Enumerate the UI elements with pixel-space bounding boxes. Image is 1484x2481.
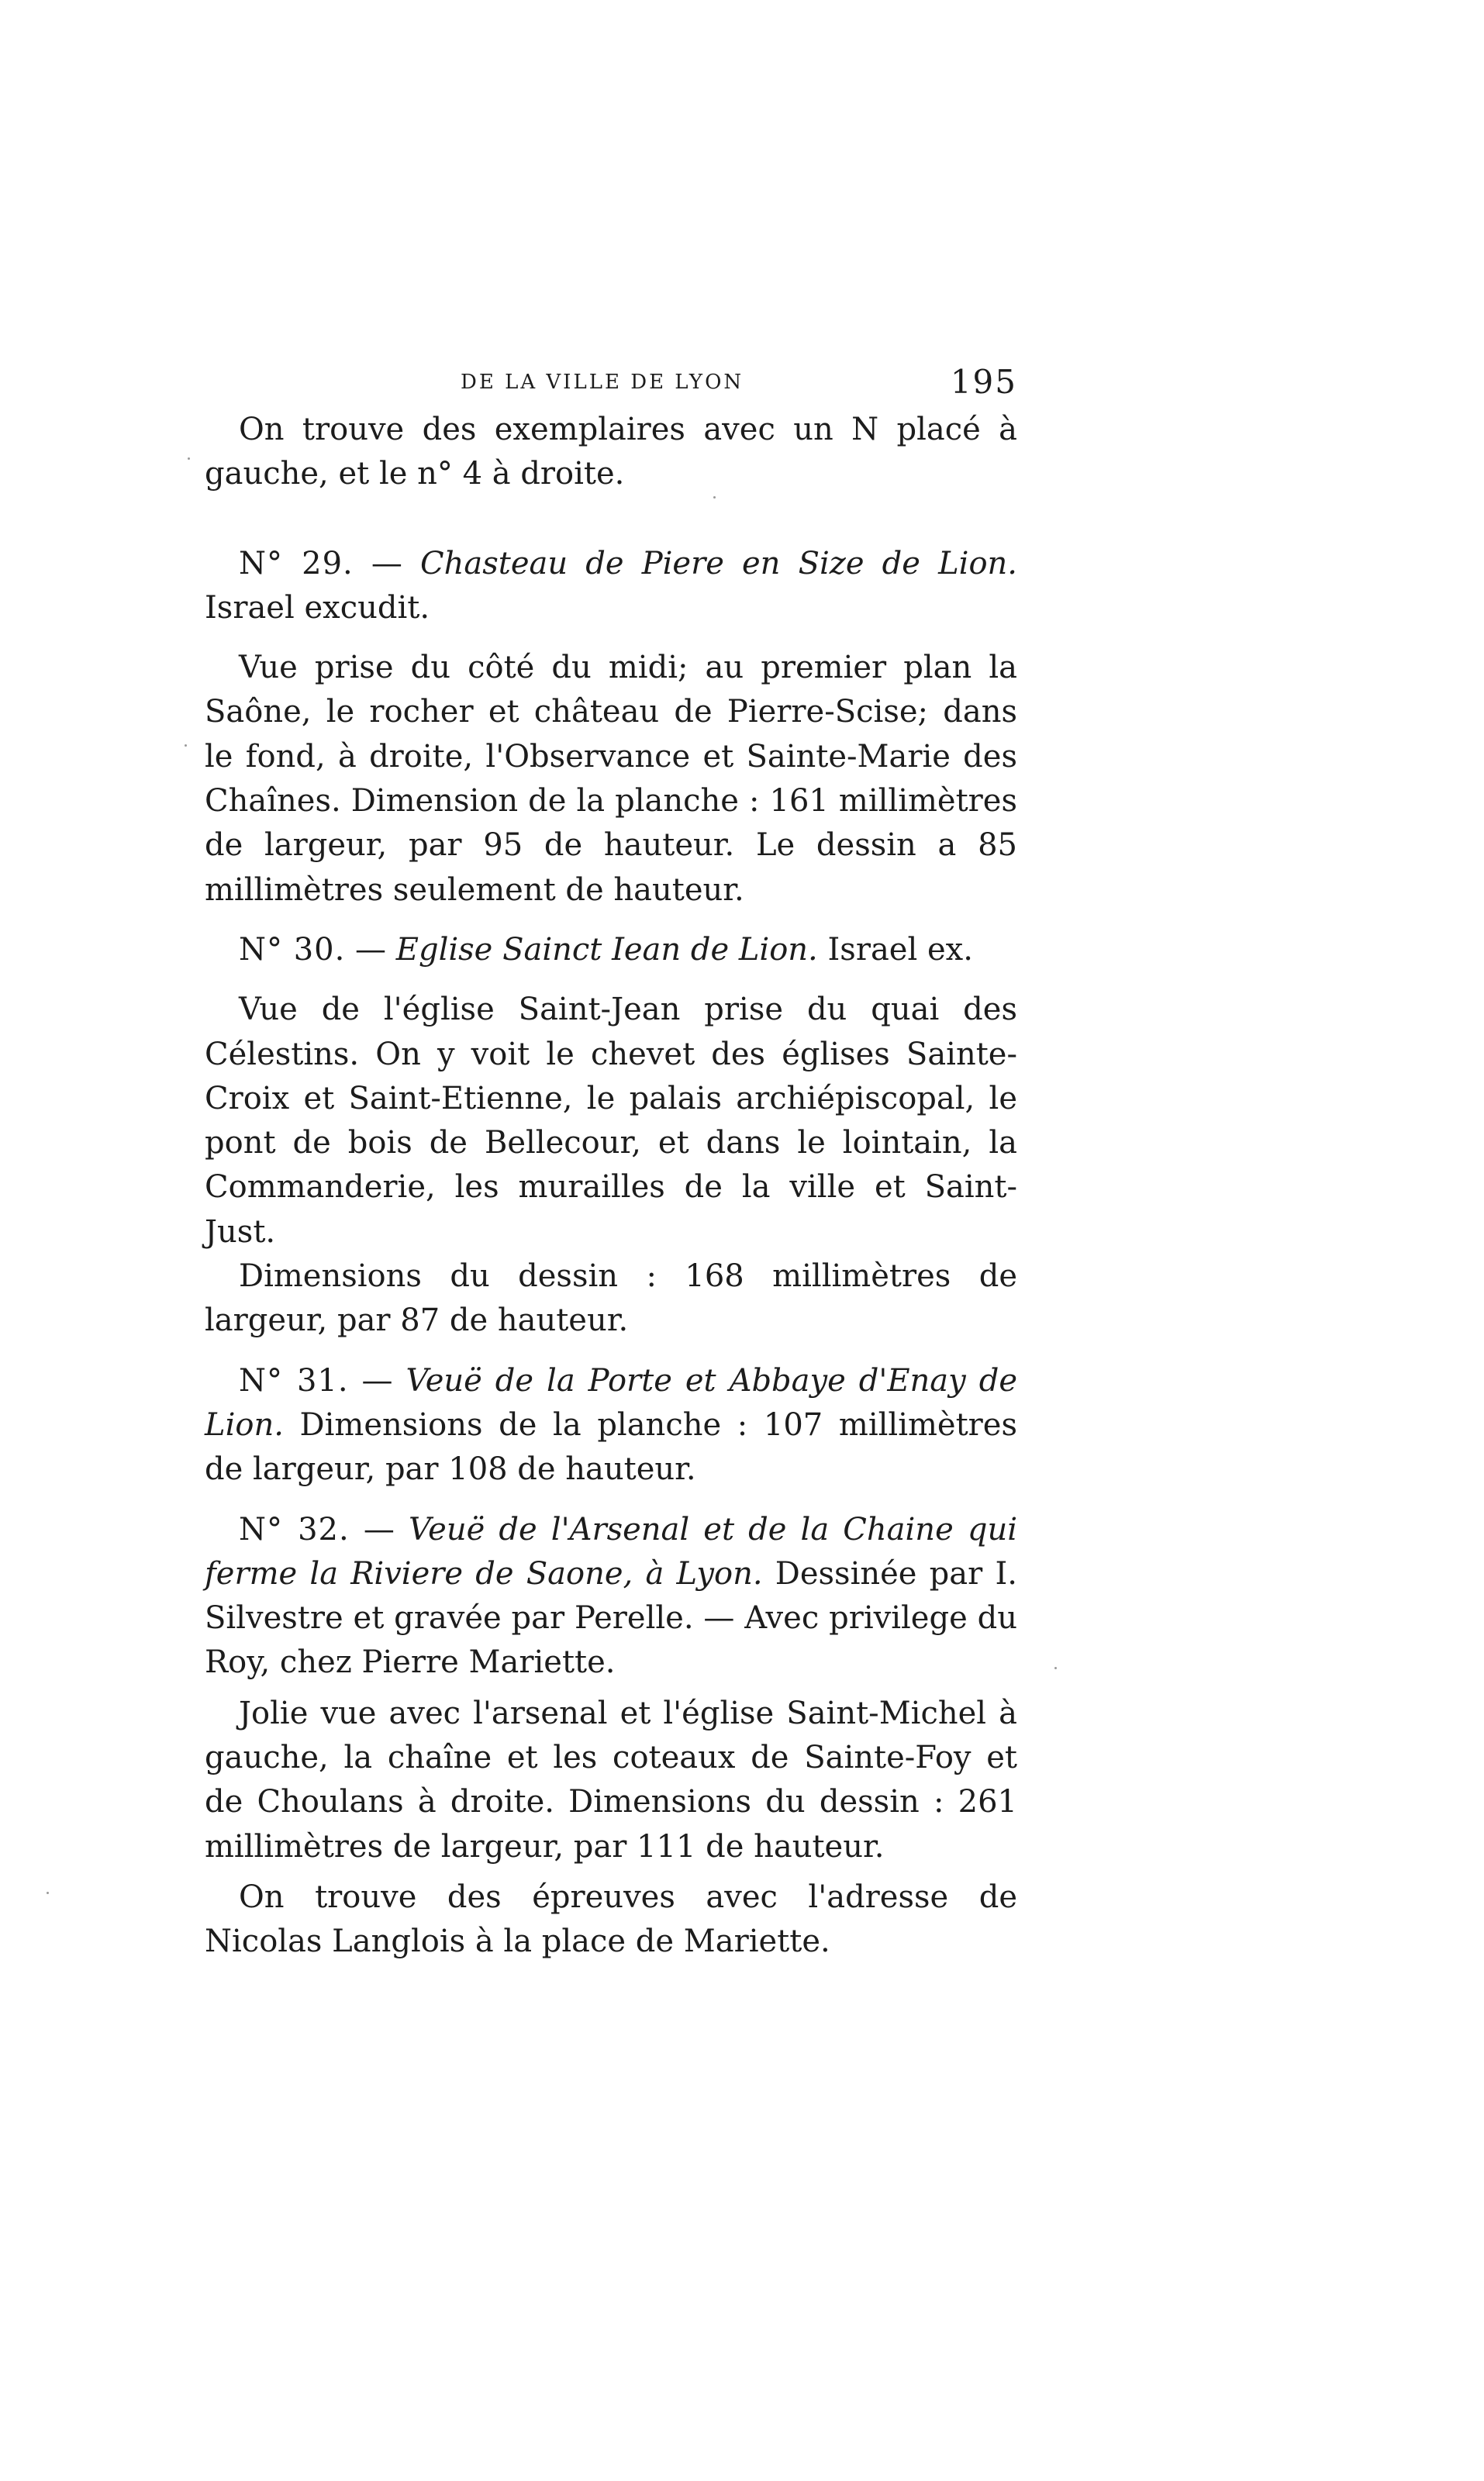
entry-31-number: N° 31. — [239, 1362, 349, 1399]
entry-32-title: Veuë de l'Arsenal et de la Chaine qui ferme la Riviere de Saone, à Lyon. — [205, 1511, 1018, 1592]
entry-30-number: N° 30. — [239, 931, 346, 968]
page-body — [205, 408, 1017, 1965]
entry-29-number: N° 29. — [239, 545, 354, 581]
entry-29-title: Chasteau de Piere en Size de Lion. — [420, 545, 1018, 581]
entry-32-description: Jolie vue avec l'arsenal et l'église Saint-Michel à gauche, la chaîne et les coteaux de Sainte-Foy et de Choulans à droite. Dimensions du dessin : 261 millimètres de largeur, par 111 de hauteur. — [205, 1695, 1017, 1865]
entry-30-title: Eglise Sainct Iean de Lion. — [395, 931, 818, 968]
entry-30-heading — [205, 928, 1017, 972]
entry-32-number: N° 32. — [239, 1511, 350, 1548]
page-header — [205, 361, 1017, 408]
book-page — [205, 361, 1017, 1965]
entry-29-suffix: Israel excudit. — [205, 589, 430, 626]
entry-31-dash: — — [348, 1362, 406, 1399]
entry-32-dash: — — [349, 1511, 409, 1548]
entry-29-description: Vue prise du côté du midi; au premier plan la Saône, le rocher et château de Pierre-Scise; dans le fond, à droite, l'Observance et Sainte-Marie des Chaînes. Dimension de la planche : 161 millimètres de largeur, par 95 de hauteur. Le dessin a 85 millimètres seulement de hauteur. — [205, 650, 1017, 908]
entry-31-title: Veuë de la Porte et Abbaye d'Enay de Lion. — [205, 1362, 1017, 1443]
entry-30-suffix: Israel ex. — [817, 931, 973, 968]
entry-29-dash: — — [353, 545, 421, 581]
entry-32-note: On trouve des épreuves avec l'adresse de Nicolas Langlois à la place de Mariette. — [205, 1879, 1017, 1960]
entry-29-heading — [205, 542, 1017, 631]
entry-31-paragraph — [205, 1359, 1017, 1492]
entry-30-dimensions: Dimensions du dessin : 168 millimètres de largeur, par 87 de hauteur. — [205, 1258, 1017, 1339]
page-number: 195 — [950, 363, 1017, 401]
entry-31-suffix: Dimensions de la planche : 107 millimètres de largeur, par 108 de hauteur. — [205, 1406, 1017, 1488]
entry-32-suffix: Dessinée par I. Silvestre et gravée par Perelle. — Avec privilege du Roy, chez Pierre Mariette. — [205, 1555, 1017, 1681]
intro-paragraph: On trouve des exemplaires avec un N placé à gauche, et le n° 4 à droite. — [205, 412, 1017, 492]
entry-30-dash: — — [345, 931, 396, 968]
entry-32-paragraph — [205, 1508, 1017, 1686]
running-title: DE LA VILLE DE LYON — [461, 371, 744, 394]
entry-30-description: Vue de l'église Saint-Jean prise du quai des Célestins. On y voit le chevet des églises Sainte-Croix et Saint-Etienne, le palais archiépiscopal, le pont de bois de Bellecour, et dans le lointain, la Commanderie, les murailles de la ville et Saint-Just. — [205, 992, 1017, 1250]
